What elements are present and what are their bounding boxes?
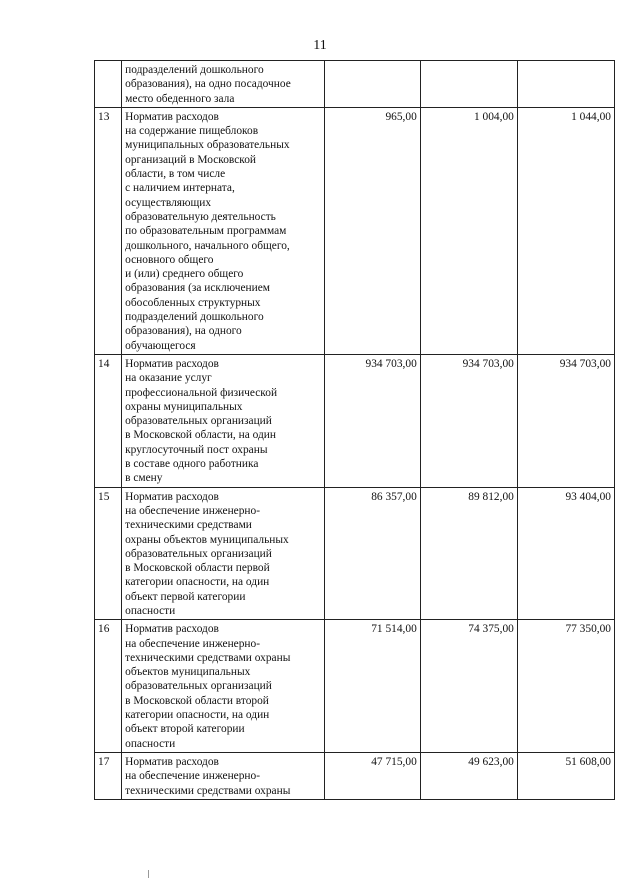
row-description (122, 107, 325, 354)
description-line: муниципальных образовательных (125, 139, 290, 152)
value-year-1: 934 703,00 (324, 354, 420, 487)
description-line: дошкольного, начального общего, (125, 239, 290, 252)
row-description (122, 487, 325, 620)
description-line: и (или) среднего общего (125, 268, 244, 281)
description-line: осуществляющих (125, 196, 212, 209)
description-line: место обеденного зала (125, 92, 235, 105)
description-line: организаций в Московской (125, 153, 257, 166)
description-line: объектов муниципальных (125, 666, 251, 679)
row-number: 17 (95, 752, 122, 799)
row-number: 13 (95, 107, 122, 354)
description-line: образования), на одного (125, 325, 242, 338)
description-line: образовательную деятельность (125, 210, 276, 223)
value-year-2: 934 703,00 (420, 354, 517, 487)
description-line: в смену (125, 472, 163, 485)
description-line: по образовательным программам (125, 225, 287, 238)
row-description (122, 61, 325, 108)
description-line: категории опасности, на один (125, 709, 270, 722)
page-number: 11 (313, 38, 327, 53)
value-year-1: 71 514,00 (324, 620, 420, 753)
value-year-1: 86 357,00 (324, 487, 420, 620)
value-year-3: 77 350,00 (517, 620, 614, 753)
description-line: подразделений дошкольного (125, 64, 264, 76)
description-line: образовательных организаций (125, 547, 272, 560)
description-line: техническими средствами охраны (125, 784, 291, 797)
value-year-1: 47 715,00 (324, 752, 420, 799)
description-line: в Московской области второй (125, 694, 269, 707)
description-line: Норматив расходов (125, 490, 219, 503)
description-line: на оказание услуг (125, 372, 212, 385)
row-description (122, 354, 325, 487)
value-year-3 (517, 61, 614, 108)
description-line: в составе одного работника (125, 458, 259, 471)
description-line: техническими средствами (125, 519, 252, 532)
description-line: образовательных организаций (125, 680, 272, 693)
table-body (95, 61, 615, 800)
description-line: категории опасности, на один (125, 576, 270, 589)
table-row (95, 752, 615, 799)
normatives-table (94, 60, 615, 800)
description-line: техническими средствами охраны (125, 651, 291, 664)
value-year-2: 74 375,00 (420, 620, 517, 753)
description-line: на обеспечение инженерно- (125, 637, 261, 650)
value-year-3: 1 044,00 (517, 107, 614, 354)
description-line: опасности (125, 604, 176, 617)
description-line: опасности (125, 737, 176, 750)
description-line: с наличием интерната, (125, 182, 235, 195)
description-line: Норматив расходов (125, 755, 219, 768)
description-line: профессиональной физической (125, 386, 278, 399)
row-number (95, 61, 122, 108)
value-year-3: 51 608,00 (517, 752, 614, 799)
description-line: образования (за исключением (125, 282, 270, 295)
description-line: охраны муниципальных (125, 400, 243, 413)
table-row (95, 107, 615, 354)
value-year-2: 49 623,00 (420, 752, 517, 799)
value-year-3: 934 703,00 (517, 354, 614, 487)
description-line: основного общего (125, 253, 214, 266)
description-line: Норматив расходов (125, 623, 219, 636)
description-line: на обеспечение инженерно- (125, 504, 261, 517)
description-line: охраны объектов муниципальных (125, 533, 289, 546)
description-line: области, в том числе (125, 168, 226, 181)
value-year-3: 93 404,00 (517, 487, 614, 620)
row-number: 14 (95, 354, 122, 487)
value-year-1: 965,00 (324, 107, 420, 354)
description-line: образования), на одно посадочное (125, 78, 291, 91)
description-line: подразделений дошкольного (125, 311, 264, 324)
table-row (95, 487, 615, 620)
table-row (95, 61, 615, 108)
description-line: на обеспечение инженерно- (125, 770, 261, 783)
margin-mark (148, 870, 149, 878)
value-year-2: 1 004,00 (420, 107, 517, 354)
description-line: Норматив расходов (125, 357, 219, 370)
row-number: 16 (95, 620, 122, 753)
description-line: обучающегося (125, 339, 196, 352)
description-line: образовательных организаций (125, 415, 272, 428)
description-line: на содержание пищеблоков (125, 125, 259, 138)
description-line: в Московской области первой (125, 562, 270, 575)
value-year-2 (420, 61, 517, 108)
description-line: в Московской области, на один (125, 429, 276, 442)
row-description (122, 620, 325, 753)
value-year-1 (324, 61, 420, 108)
table-row (95, 620, 615, 753)
row-description (122, 752, 325, 799)
description-line: объект второй категории (125, 723, 245, 736)
description-line: объект первой категории (125, 590, 246, 603)
description-line: Норматив расходов (125, 110, 219, 123)
row-number: 15 (95, 487, 122, 620)
value-year-2: 89 812,00 (420, 487, 517, 620)
table-row (95, 354, 615, 487)
description-line: обособленных структурных (125, 296, 261, 309)
description-line: круглосуточный пост охраны (125, 443, 268, 456)
